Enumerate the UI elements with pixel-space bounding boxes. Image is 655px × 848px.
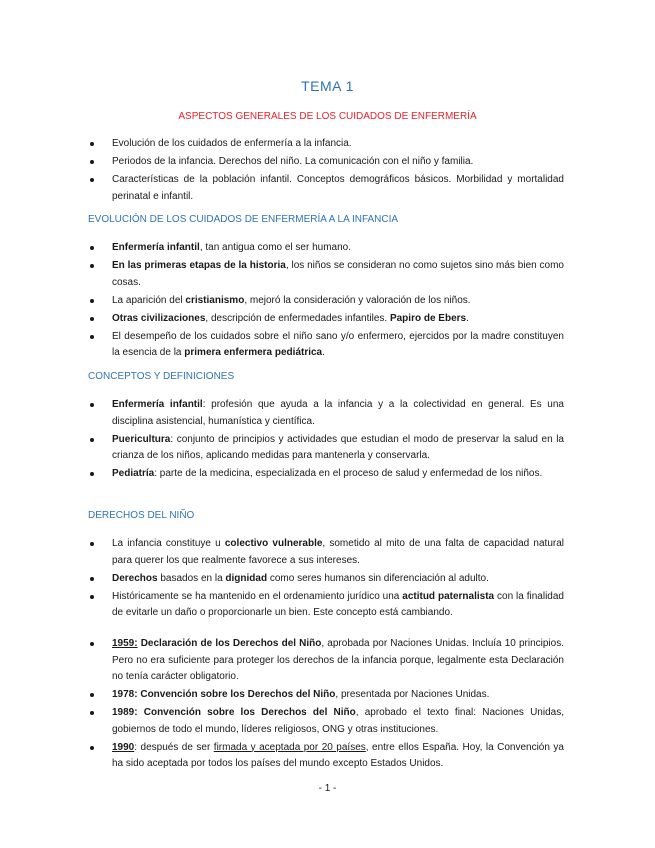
page-title: TEMA 1 — [301, 78, 354, 94]
list-item: Derechos basados en la dignidad como seres humanos sin diferenciación al adulto. — [88, 571, 564, 588]
list-item: La infancia constituye u colectivo vulnerable, sometido al mito de una falta de capacidad natural para querer los que realmente favorece a sus intereses. — [88, 536, 564, 569]
list-item: Evolución de los cuidados de enfermería a la infancia. — [88, 136, 564, 153]
list-item: Históricamente se ha mantenido en el ordenamiento jurídico una actitud paternalista con la finalidad de evitarle un daño o proporcionarle un bien. Este concepto está cambiando. — [88, 589, 564, 622]
section-heading-conceptos: CONCEPTOS Y DEFINICIONES — [88, 371, 235, 382]
list-item: Enfermería infantil, tan antigua como el ser humano. — [88, 240, 564, 257]
derechos-list — [88, 536, 564, 623]
list-item: Pediatría: parte de la medicina, especializada en el proceso de salud y enfermedad de los niños. — [88, 466, 564, 483]
history-list — [88, 636, 564, 774]
list-item: Puericultura: conjunto de principios y actividades que estudian el modo de preservar la salud en la crianza de los niños, aplicando medidas para mantenerla y conservarla. — [88, 432, 564, 465]
list-item: 1959: Declaración de los Derechos del Niño, aprobada por Naciones Unidas. Incluía 10 principios. Pero no era suficiente para proteger los derechos de la infancia porque, legalmente esta Declaración no tenía carácter obligatorio. — [88, 636, 564, 686]
evolucion-list — [88, 240, 564, 363]
list-item: En las primeras etapas de la historia, los niños se consideran no como sujetos sino más bien como cosas. — [88, 258, 564, 291]
list-item: 1989: Convención sobre los Derechos del Niño, aprobado el texto final: Naciones Unidas, gobiernos de todo el mundo, líderes religiosos, ONG y otras instituciones. — [88, 705, 564, 738]
list-item: Otras civilizaciones, descripción de enfermedades infantiles. Papiro de Ebers. — [88, 311, 564, 328]
list-item: 1978: Convención sobre los Derechos del Niño, presentada por Naciones Unidas. — [88, 687, 564, 704]
list-item: 1990: después de ser firmada y aceptada por 20 países, entre ellos España. Hoy, la Convención ya ha sido aceptada por todos los países del mundo excepto Estados Unidos. — [88, 740, 564, 773]
list-item: La aparición del cristianismo, mejoró la consideración y valoración de los niños. — [88, 293, 564, 310]
list-item: Enfermería infantil: profesión que ayuda a la infancia y a la colectividad en general. Es una disciplina asistencial, humanística y científica. — [88, 397, 564, 430]
section-heading-derechos: DERECHOS DEL NIÑO — [88, 510, 195, 521]
page-number: - 1 - — [318, 783, 337, 794]
list-item: Características de la población infantil. Conceptos demográficos básicos. Morbilidad y mortalidad perinatal e infantil. — [88, 172, 564, 205]
list-item: Periodos de la infancia. Derechos del niño. La comunicación con el niño y familia. — [88, 154, 564, 171]
section-heading-evolucion: EVOLUCIÓN DE LOS CUIDADOS DE ENFERMERÍA A LA INFANCIA — [88, 214, 399, 225]
page-subtitle: ASPECTOS GENERALES DE LOS CUIDADOS DE ENFERMERÍA — [178, 111, 477, 122]
conceptos-list — [88, 397, 564, 484]
intro-list — [88, 136, 564, 207]
list-item: El desempeño de los cuidados sobre el niño sano y/o enfermero, ejercidos por la madre constituyen la esencia de la primera enfermera pediátrica. — [88, 329, 564, 362]
